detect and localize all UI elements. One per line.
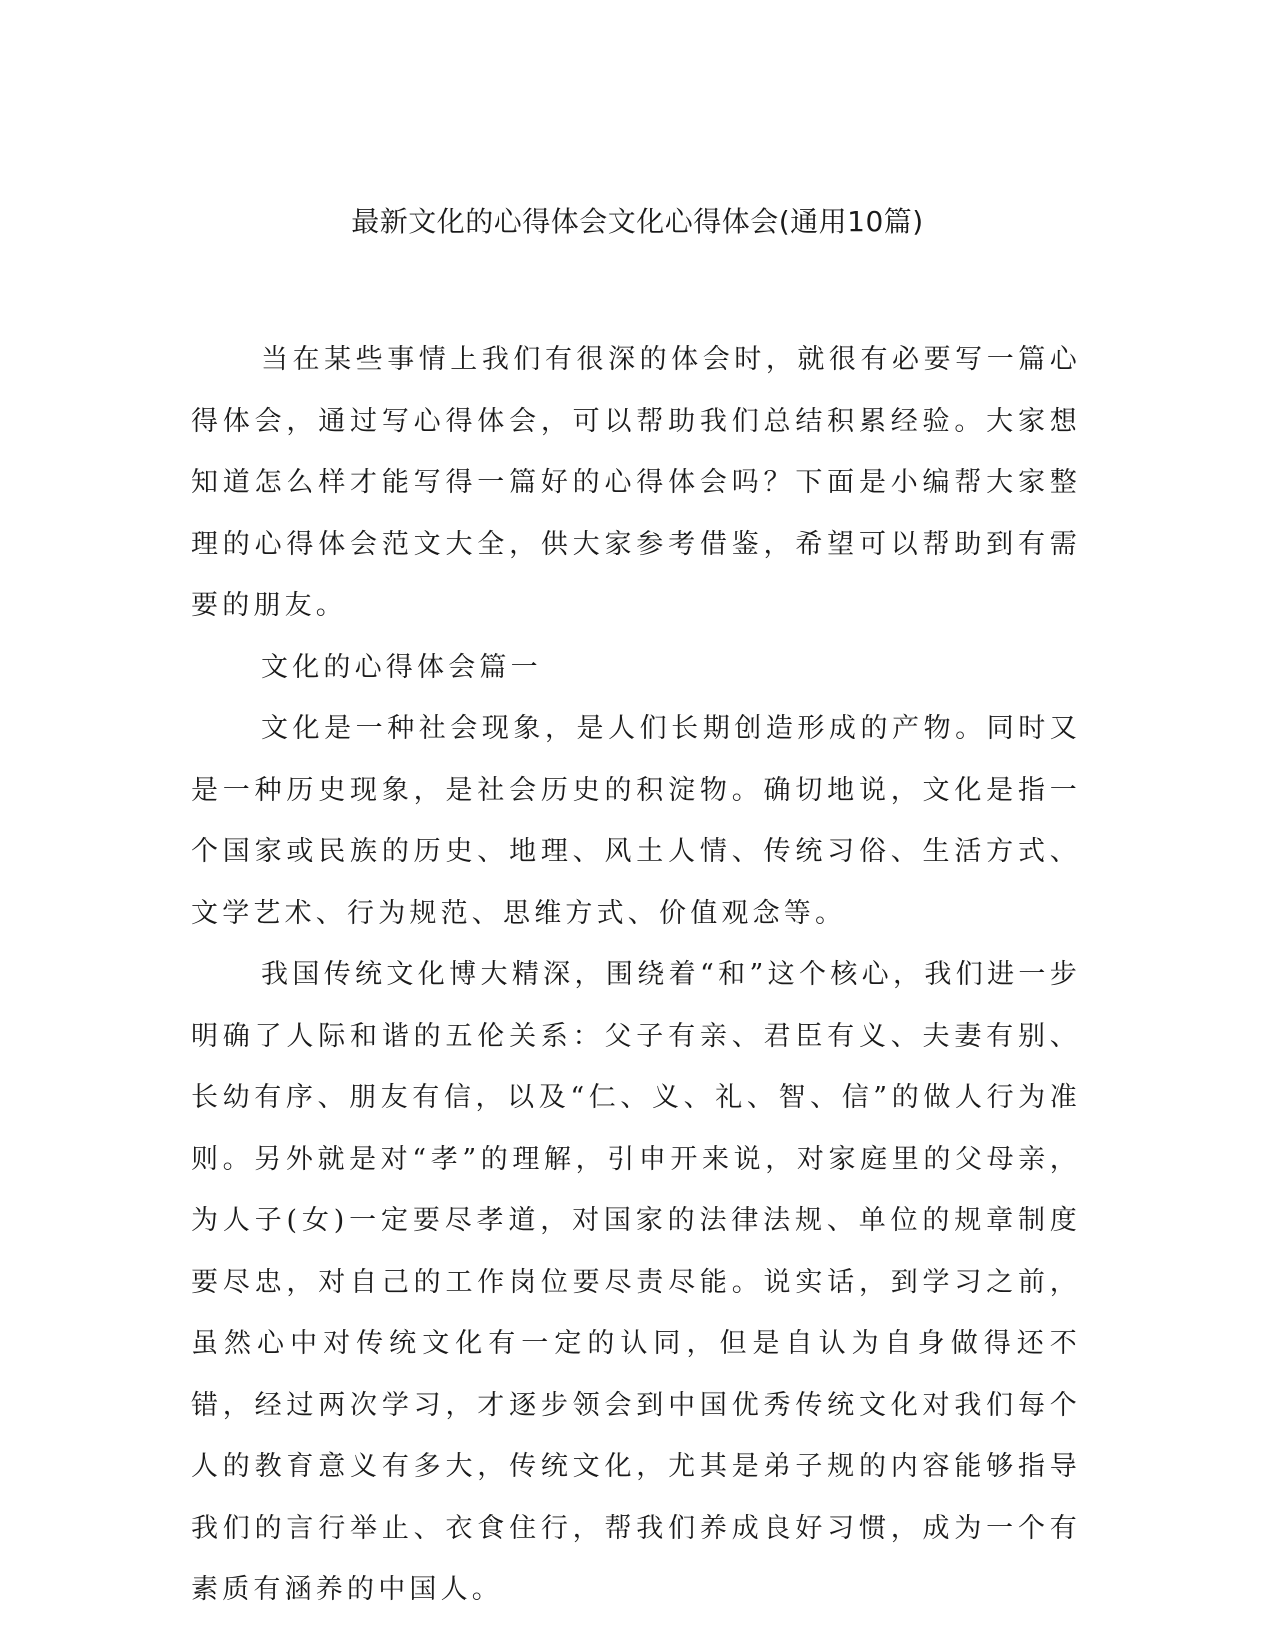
document-body bbox=[191, 329, 1081, 1621]
section-heading: 文化的心得体会篇一 bbox=[261, 651, 542, 683]
document-title: 最新文化的心得体会文化心得体会(通用10篇) bbox=[351, 205, 924, 238]
intro-paragraph: 当在某些事情上我们有很深的体会时，就很有必要写一篇心得体会，通过写心得体会，可以帮助我们总结积累经验。大家想知道怎么样才能写得一篇好的心得体会吗？下面是小编帮大家整理的心得体会范文大全，供大家参考借鉴，希望可以帮助到有需要的朋友。 bbox=[191, 344, 1081, 621]
body-paragraph: 文化是一种社会现象，是人们长期创造形成的产物。同时又是一种历史现象，是社会历史的积淀物。确切地说，文化是指一个国家或民族的历史、地理、风土人情、传统习俗、生活方式、文学艺术、行为规范、思维方式、价值观念等。 bbox=[191, 713, 1081, 929]
body-paragraph: 我国传统文化博大精深，围绕着“和”这个核心，我们进一步明确了人际和谐的五伦关系：父子有亲、君臣有义、夫妻有别、长幼有序、朋友有信，以及“仁、义、礼、智、信”的做人行为准则。另外就是对“孝”的理解，引申开来说，对家庭里的父母亲，为人子(女)一定要尽孝道，对国家的法律法规、单位的规章制度要尽忠，对自己的工作岗位要尽责尽能。说实话，到学习之前，虽然心中对传统文化有一定的认同，但是自认为自身做得还不错，经过两次学习，才逐步领会到中国优秀传统文化对我们每个人的教育意义有多大，传统文化，尤其是弟子规的内容能够指导我们的言行举止、衣食住行，帮我们养成良好习惯，成为一个有素质有涵养的中国人。 bbox=[191, 959, 1081, 1605]
